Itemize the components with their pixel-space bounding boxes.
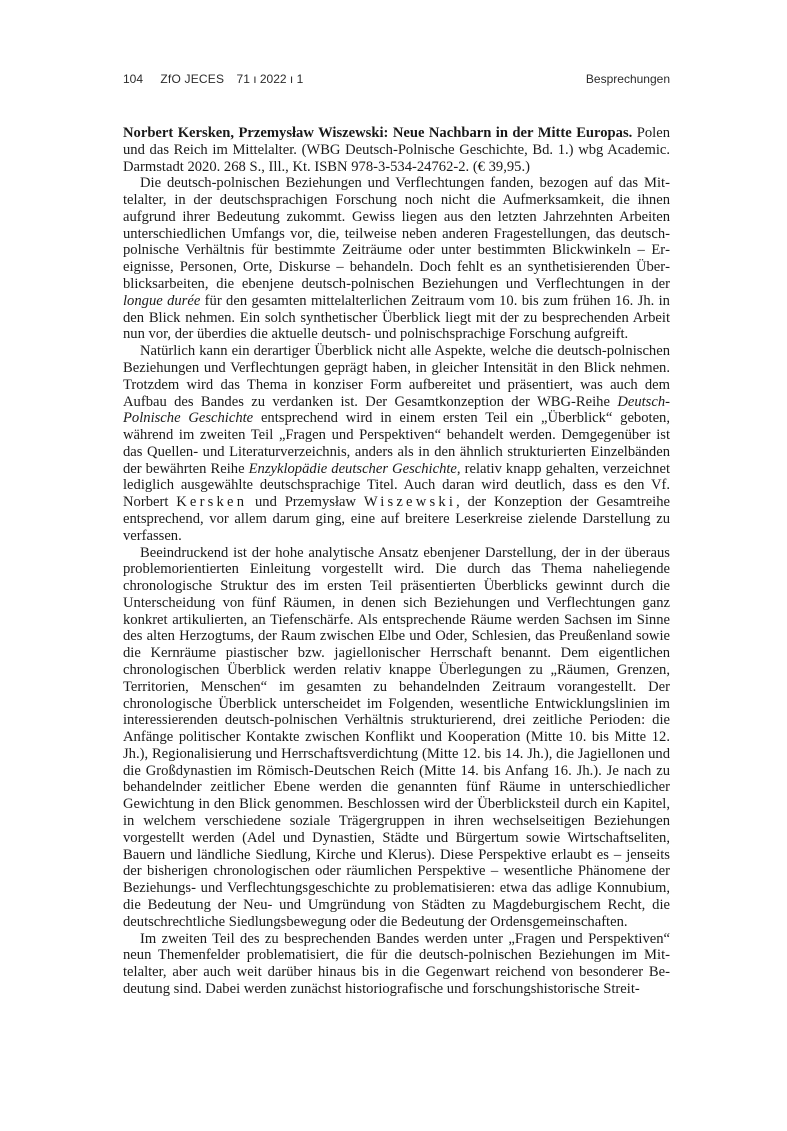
- paragraph-2-text-b: entsprechend wird in einem ersten Teil ein „Überblick“ geboten, während im zweiten Teil „Fragen und Perspektiven“ behandelt werden. Demgegenüber ist das Quellen- und Literaturverzeichnis, anders als in den ähnlich strukturierten Einzelbänden der bewährten Reihe: [123, 410, 670, 477]
- author-name-wiszewski: Wiszewski: [363, 494, 457, 511]
- paragraph-1-text-a: Die deutsch-polnischen Beziehungen und Verflechtungen fanden, bezogen auf das Mittelalter, in der deutschsprachigen Forschung noch nicht die Aufmerksamkeit, die ihnen aufgrund ihrer Bedeutung zukommt. Gewiss liegen aus den letzten Jahrzehnten Arbeiten unterschiedlichen Umfangs vor, die, teilweise neben anderen Fragestellungen, das deutschpolnische Verhältnis für bestimmte Zeiträume oder unter bestimmten Blickwinkeln – Ereignisse, Personen, Orte, Diskurse – behandeln. Doch fehlt es an synthetisierenden Überblicksarbeiten, die ebenjene deutsch-polnischen Beziehungen und Verflechtungen in der: [123, 175, 670, 293]
- page-number: 104: [123, 72, 144, 86]
- review-title: Norbert Kersken, Przemysław Wiszewski: Neue Nachbarn in der Mitte Europas.: [123, 125, 633, 141]
- section-name: Besprechungen: [585, 72, 670, 86]
- review-body: [123, 125, 670, 998]
- review-citation: Polen und das Reich im Mittelalter. (WBG Deutsch-Polnische Geschichte, Bd. 1.) wbg Academic. Darmstadt 2020. 268 S., Ill., Kt. ISBN 978-3-534-24762-2. (€ 39,95.): [123, 125, 671, 175]
- running-header: [123, 72, 670, 90]
- paragraph-1-emphasis: longue durée: [123, 292, 201, 309]
- paragraph-2-text-c: , relativ knapp gehalten, verzeichnet lediglich ausgewählte deutschsprachige Titel. Auch daran wird deutlich, dass es den Vf. Norbert: [123, 460, 671, 511]
- reference-series-title: Enzyklopädie deutscher Geschichte: [248, 460, 457, 477]
- paragraph-2-text-d: und Przemysław: [247, 494, 364, 511]
- volume-issue: 71 ı 2022 ı 1: [236, 72, 304, 86]
- paragraph-2-text-a: Natürlich kann ein derartiger Überblick nicht alle Aspekte, welche die deutsch-polnischen Beziehungen und Verflechtungen geprägt haben, in gleicher Intensität in den Blick nehmen. Trotzdem wird das Thema in konziser Form aufbereitet und präsentiert, was auch dem Aufbau des Bandes zu verdanken ist. Der Gesamtkonzeption der WBG-Reihe: [123, 343, 670, 410]
- paragraph-1-text-b: für den gesamten mittelalterlichen Zeitraum vom 10. bis zum frühen 16. Jh. in den Blick nehmen. Ein solch synthetischer Überblick liegt mit der zu besprechenden Arbeit nun vor, der überdies die aktuelle deutsch- und polnischsprachige Forschung aufgreift.: [123, 292, 670, 343]
- series-title: Deutsch-Polnische Geschichte: [123, 393, 670, 427]
- paragraph-2-text-e: , der Konzeption der Gesamtreihe entsprechend, vor allem darum ging, eine auf breitere Leserkreise zielende Darstellung zu verfassen.: [123, 494, 670, 544]
- review-heading: [123, 125, 670, 175]
- author-name-kersken: Kersken: [176, 494, 248, 511]
- header-left: [123, 72, 303, 86]
- paragraph-1: [123, 175, 670, 343]
- paragraph-3: Beeindruckend ist der hohe analytische Ansatz ebenjener Darstellung, der in der überaus problemorientierten Einleitung vorgestellt wird. Die durch das Thema naheliegende chronologische Struktur des im ersten Teil präsentierten Überblicks gewinnt durch die Unterscheidung von fünf Räumen, in denen sich Beziehungen und Verflechtungen ganz konkret artikulierten, an Tiefenschärfe. Als entsprechende Räume werden Sachsen im Sinne des alten Herzogtums, der Raum zwischen Elbe und Oder, Schlesien, das Preußenland sowie die Kernräume piastischer bzw. jagiellonischer Herrschaft benannt. Dem eigentlichen chronologischen Überblick werden relativ knappe Überlegungen zu „Räumen, Grenzen, Territorien, Menschen“ im gesamten zu behandelnden Zeitraum vorangestellt. Der chronologische Überblick unterscheidet im Folgenden, wesentliche Entwicklungslinien im interessierenden deutsch-polnischen Verhältnis strukturierend, drei zeitliche Perioden: die Anfänge politischer Kontakte zwischen Konflikt und Kooperation (Mitte 10. bis Mitte 12. Jh.), Regionalisierung und Herrschaftsverdichtung (Mitte 12. bis 14. Jh.), die Jagiellonen und die Großdynastien im Römisch-Deutschen Reich (Mitte 14. bis Anfang 16. Jh.). Je nach zu behandelnder zeitlicher Ebene werden die genannten fünf Räume in unterschiedlicher Gewichtung in den Blick genommen. Beschlossen wird der Überblicksteil durch ein Kapitel, in welchem verschiedene soziale Trägergruppen in ihren wechselseitigen Beziehungen vorgestellt werden (Adel und Dynastien, Städte und Bürgertum sowie Wirtschaftseliten, Bauern und ländliche Siedlung, Kirche und Klerus). Diese Perspektive erlaubt es – jenseits der bisherigen chronologischen oder räumlichen Perspektive – wesentliche Phänomene der Beziehungs- und Verflechtungsgeschichte zu problematisieren: etwa das adlige Konnubium, die Bedeutung der Neu- und Umgründung von Städten zu Magdeburgischem Recht, die deutschrechtliche Siedlungsbewegung oder die Bedeutung der Ordensgemeinschaften.: [123, 544, 670, 930]
- journal-name: ZfO JECES: [160, 72, 225, 86]
- paragraph-4: Im zweiten Teil des zu besprechenden Bandes werden unter „Fragen und Perspektiven“ neun Themenfelder problematisiert, die für die deutsch-polnischen Beziehungen im Mittelalter, aber auch weit darüber hinaus bis in die Gegenwart reichend von besonderer Bedeutung sind. Dabei werden zunächst historiografische und forschungshistorische Streit-: [123, 930, 670, 997]
- paragraph-2: [123, 343, 670, 544]
